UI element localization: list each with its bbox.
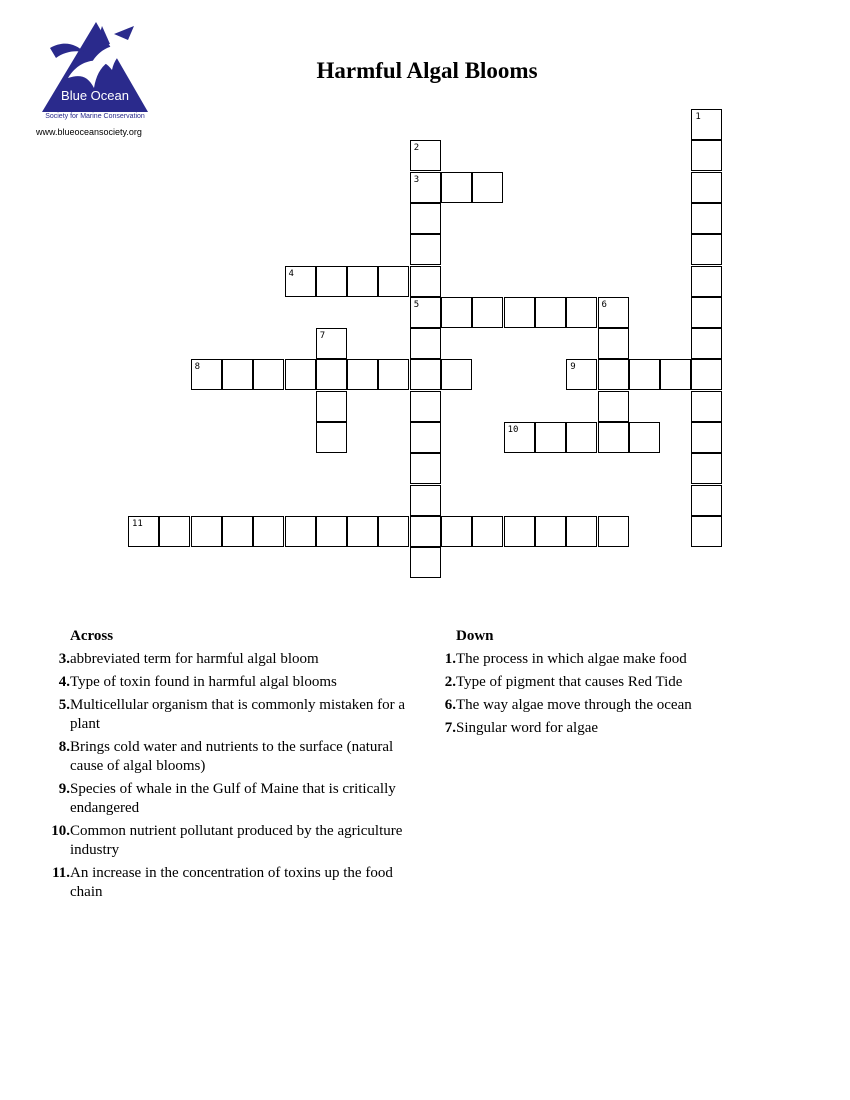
crossword-cell[interactable]: [535, 516, 566, 547]
clue-across-3: 3. abbreviated term for harmful algal bloom: [58, 651, 319, 667]
crossword-cell[interactable]: [253, 359, 284, 390]
crossword-cell[interactable]: [691, 234, 722, 265]
crossword-cell[interactable]: [691, 109, 722, 140]
crossword-cell[interactable]: [598, 359, 629, 390]
clue-down-7: 7. Singular word for algae: [444, 720, 599, 736]
crossword-cell[interactable]: [347, 266, 378, 297]
cell-number: 6: [601, 299, 607, 310]
clue-across-11: 11. An increase in the concentration of toxins up the food chain: [52, 865, 393, 900]
crossword-cell[interactable]: [691, 172, 722, 203]
cell-number: 1: [695, 112, 701, 122]
crossword-cell[interactable]: [472, 172, 503, 203]
crossword-cell[interactable]: [691, 391, 722, 422]
crossword-cell[interactable]: [410, 547, 441, 578]
clue-down-2: 2. Type of pigment that causes Red Tide: [444, 674, 683, 690]
crossword-cell[interactable]: [316, 391, 347, 422]
crossword-cell[interactable]: [504, 297, 535, 328]
crossword-cell[interactable]: [410, 391, 441, 422]
crossword-cell[interactable]: [128, 516, 159, 547]
crossword-cell[interactable]: [316, 359, 347, 390]
crossword-cell[interactable]: [378, 359, 409, 390]
crossword-cell[interactable]: [691, 485, 722, 516]
clue-across-8: 8. Brings cold water and nutrients to the surface (natural cause of algal blooms): [58, 739, 394, 774]
crossword-cell[interactable]: [504, 422, 535, 453]
crossword-cell[interactable]: [691, 453, 722, 484]
crossword-cell[interactable]: [410, 328, 441, 359]
crossword-cell[interactable]: [691, 297, 722, 328]
crossword-cell[interactable]: [222, 359, 253, 390]
crossword-cell[interactable]: [472, 297, 503, 328]
cell-number: 4: [288, 268, 294, 279]
crossword-cell[interactable]: [410, 359, 441, 390]
cell-number: 10: [507, 425, 519, 435]
crossword-cell[interactable]: [410, 140, 441, 171]
crossword-cell[interactable]: [598, 297, 629, 328]
crossword-cell[interactable]: [629, 359, 660, 390]
down-clues: [428, 626, 758, 742]
clue-down-1: 1. The process in which algae make food: [444, 651, 687, 667]
across-heading: Across: [70, 628, 114, 644]
clue-across-5: 5. Multicellular organism that is commonly mistaken for a plant: [58, 697, 406, 732]
crossword-cell[interactable]: [222, 516, 253, 547]
cell-number: 8: [194, 362, 201, 373]
crossword-cell[interactable]: [191, 359, 222, 390]
crossword-cell[interactable]: [629, 422, 660, 453]
crossword-cell[interactable]: [598, 328, 629, 359]
crossword-cell[interactable]: [285, 516, 316, 547]
crossword-cell[interactable]: [441, 172, 472, 203]
crossword-cell[interactable]: [316, 266, 347, 297]
crossword-cell[interactable]: [535, 422, 566, 453]
cell-number: 5: [413, 299, 420, 310]
clue-across-9: 9. Species of whale in the Gulf of Maine that is critically endangered: [58, 781, 396, 816]
clue-across-4: 4. Type of toxin found in harmful algal blooms: [58, 674, 337, 690]
crossword-cell[interactable]: [410, 485, 441, 516]
down-heading: Down: [456, 628, 494, 644]
crossword-cell[interactable]: [441, 297, 472, 328]
crossword-cell[interactable]: [410, 172, 441, 203]
cell-number: 11: [132, 518, 143, 529]
cell-number: 7: [319, 331, 326, 342]
crossword-cell[interactable]: [378, 516, 409, 547]
cell-number: 2: [413, 143, 420, 154]
crossword-cell[interactable]: [347, 359, 378, 390]
svg-text:Blue Ocean: Blue Ocean: [61, 88, 129, 103]
crossword-cell[interactable]: [410, 453, 441, 484]
cell-number: 9: [570, 362, 576, 373]
cell-number: 3: [413, 174, 420, 185]
crossword-cell[interactable]: [598, 391, 629, 422]
crossword-cell[interactable]: [566, 422, 597, 453]
crossword-cell[interactable]: [253, 516, 284, 547]
crossword-cell[interactable]: [598, 422, 629, 453]
crossword-cell[interactable]: [410, 234, 441, 265]
crossword-cell[interactable]: [691, 266, 722, 297]
crossword-cell[interactable]: [566, 516, 597, 547]
logo-tagline: Society for Marine Conservation: [45, 113, 145, 120]
crossword-cell[interactable]: [691, 359, 722, 390]
crossword-cell[interactable]: [191, 516, 222, 547]
crossword-cell[interactable]: [347, 516, 378, 547]
crossword-cell[interactable]: [535, 297, 566, 328]
across-clues: [42, 626, 412, 906]
crossword-cell[interactable]: [316, 328, 347, 359]
crossword-cell[interactable]: [598, 516, 629, 547]
crossword-cell[interactable]: [691, 140, 722, 171]
crossword-cell[interactable]: [660, 359, 691, 390]
crossword-cell[interactable]: [316, 516, 347, 547]
website-url: www.blueoceansociety.org: [36, 127, 142, 137]
crossword-cell[interactable]: [378, 266, 409, 297]
clue-across-10: 10. Common nutrient pollutant produced by the agriculture industry: [51, 823, 403, 858]
crossword-cell[interactable]: [504, 516, 535, 547]
crossword-cell[interactable]: [691, 422, 722, 453]
crossword-cell[interactable]: [410, 203, 441, 234]
crossword-cell[interactable]: [410, 297, 441, 328]
crossword-cell[interactable]: [566, 359, 597, 390]
crossword-cell[interactable]: [159, 516, 190, 547]
crossword-cell[interactable]: [472, 516, 503, 547]
crossword-cell[interactable]: [410, 266, 441, 297]
crossword-cell[interactable]: [441, 359, 472, 390]
page-title: Harmful Algal Blooms: [316, 58, 538, 83]
crossword-cell[interactable]: [441, 516, 472, 547]
crossword-cell[interactable]: [691, 203, 722, 234]
clue-down-6: 6. The way algae move through the ocean: [444, 697, 692, 713]
crossword-cell[interactable]: [316, 422, 347, 453]
crossword-cell[interactable]: [566, 297, 597, 328]
crossword-cell[interactable]: [285, 359, 316, 390]
crossword-cell[interactable]: [410, 516, 441, 547]
crossword-cell[interactable]: [285, 266, 316, 297]
crossword-cell[interactable]: [691, 516, 722, 547]
crossword-cell[interactable]: [410, 422, 441, 453]
crossword-cell[interactable]: [691, 328, 722, 359]
